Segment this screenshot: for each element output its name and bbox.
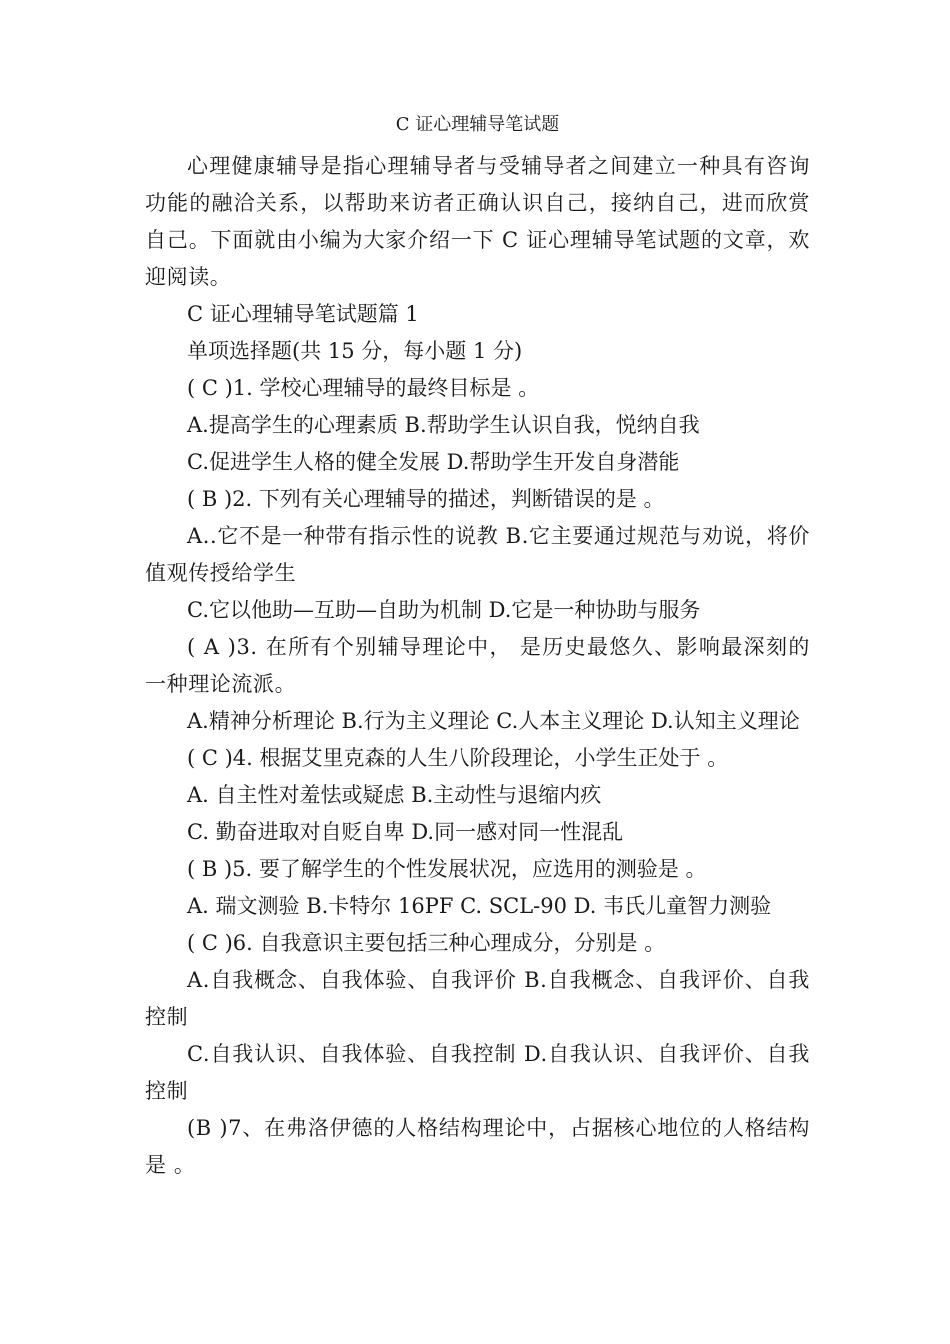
part-heading: 单项选择题(共 15 分，每小题 1 分) [187, 339, 523, 363]
question-2-option-line: C.它以他助—互助—自助为机制 D.它是一种协助与服务 [187, 598, 701, 622]
question-4-option-line: C. 勤奋进取对自贬自卑 D.同一感对同一性混乱 [187, 820, 624, 844]
question-3-option-line: A.精神分析理论 B.行为主义理论 C.人本主义理论 D.认知主义理论 [187, 709, 800, 733]
question-1-option-line: A.提高学生的心理素质 B.帮助学生认识自我，悦纳自我 [187, 413, 700, 437]
question-1-stem: ( C )1. 学校心理辅导的最终目标是 。 [187, 376, 540, 400]
question-5-stem: ( B )5. 要了解学生的个性发展状况，应选用的测验是 。 [187, 857, 707, 881]
question-4-option-line: A. 自主性对羞怯或疑虑 B.主动性与退缩内疚 [187, 783, 602, 807]
question-2-option-line: A..它不是一种带有指示性的说教 B.它主要通过规范与劝说，将价值观传授给学生 [145, 524, 810, 585]
question-1-option-line: C.促进学生人格的健全发展 D.帮助学生开发自身潜能 [187, 450, 680, 474]
question-7-stem: (B )7、在弗洛伊德的人格结构理论中，占据核心地位的人格结构是 。 [145, 1116, 810, 1177]
document-page [145, 112, 810, 1184]
document-title: C 证心理辅导笔试题 [395, 114, 560, 135]
question-4-stem: ( C )4. 根据艾里克森的人生八阶段理论，小学生正处于 。 [187, 746, 729, 770]
question-6-stem: ( C )6. 自我意识主要包括三种心理成分，分别是 。 [187, 931, 666, 955]
question-5-option-line: A. 瑞文测验 B.卡特尔 16PF C. SCL-90 D. 韦氏儿童智力测验 [187, 894, 772, 918]
question-6-option-line: C.自我认识、自我体验、自我控制 D.自我认识、自我评价、自我控制 [145, 1042, 810, 1103]
question-2-stem: ( B )2. 下列有关心理辅导的描述，判断错误的是 。 [187, 487, 665, 511]
section-heading: C 证心理辅导笔试题篇 1 [187, 302, 419, 326]
question-6-option-line: A.自我概念、自我体验、自我评价 B.自我概念、自我评价、自我控制 [145, 968, 810, 1029]
question-3-stem: ( A )3. 在所有个别辅导理论中， 是历史最悠久、影响最深刻的一种理论流派。 [145, 635, 810, 696]
intro-paragraph: 心理健康辅导是指心理辅导者与受辅导者之间建立一种具有咨询功能的融洽关系，以帮助来访者正确认识自己，接纳自己，进而欣赏自己。下面就由小编为大家介绍一下 C 证心理辅导笔试题的文章，欢迎阅读。 [145, 154, 810, 289]
